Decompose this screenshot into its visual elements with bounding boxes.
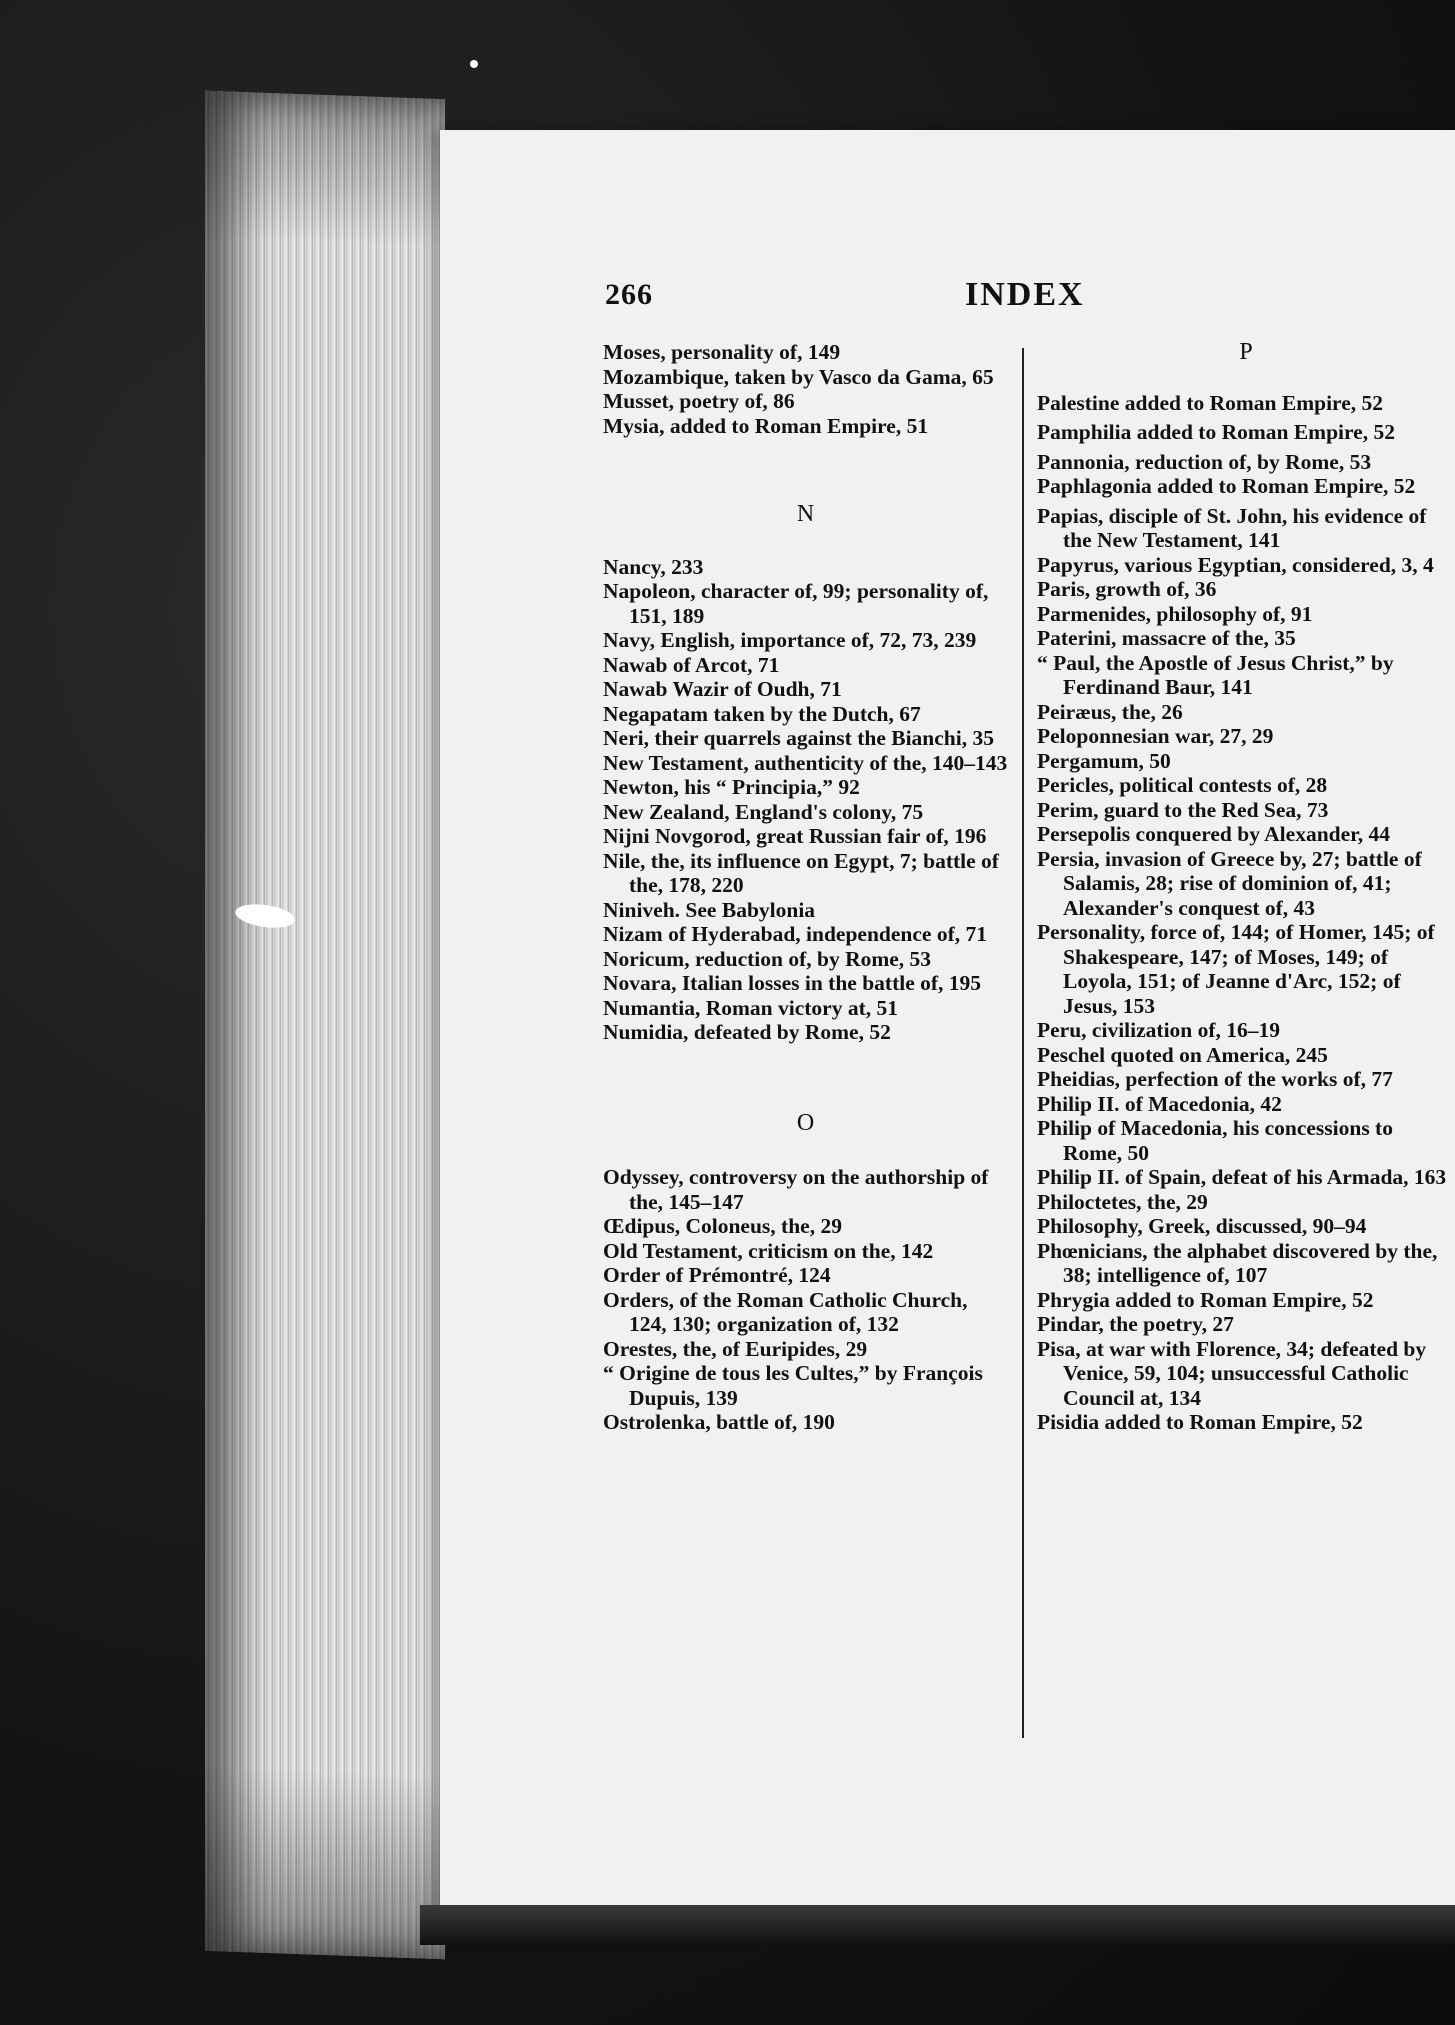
index-entry: Parmenides, philosophy of, 91 — [1037, 601, 1313, 626]
index-entry: “ Paul, the Apostle of Jesus Christ,” by Ferdinand Baur, 141 — [1037, 650, 1394, 699]
index-entry: Novara, Italian losses in the battle of, 195 — [603, 971, 982, 995]
index-entry: Negapatam taken by the Dutch, 67 — [603, 701, 921, 726]
column-divider — [1022, 348, 1024, 1738]
index-entry: Pergamum, 50 — [1037, 748, 1171, 773]
index-entry: Pannonia, reduction of, by Rome, 53 — [1037, 449, 1372, 474]
index-entry: Phœnicians, the alphabet discovered by the, 38; intelligence of, 107 — [1037, 1238, 1438, 1287]
section-letter-p: P — [1239, 339, 1253, 365]
index-entry: Nawab Wazir of Oudh, 71 — [603, 677, 842, 701]
page-number: 266 — [605, 278, 653, 311]
index-entry: Orestes, the, of Euripides, 29 — [603, 1336, 868, 1361]
index-entry: Œdipus, Coloneus, the, 29 — [603, 1214, 842, 1238]
running-head: INDEX — [965, 276, 1085, 313]
index-entry: Philip of Macedonia, his concessions to Rome, 50 — [1037, 1116, 1393, 1165]
index-entry: Mysia, added to Roman Empire, 51 — [603, 413, 929, 438]
index-entry: Perim, guard to the Red Sea, 73 — [1037, 797, 1329, 822]
index-entry: Nizam of Hyderabad, independence of, 71 — [603, 922, 988, 946]
index-entry: Napoleon, character of, 99; personality of, 151, 189 — [603, 579, 989, 628]
index-entry: Pericles, political contests of, 28 — [1037, 773, 1328, 797]
index-entry: Philip II. of Macedonia, 42 — [1037, 1091, 1282, 1116]
index-entry: Numantia, Roman victory at, 51 — [603, 995, 899, 1020]
index-entry: Nijni Novgorod, great Russian fair of, 196 — [603, 824, 987, 848]
index-entry: Palestine added to Roman Empire, 52 — [1037, 390, 1383, 415]
index-entry: Peloponnesian war, 27, 29 — [1037, 724, 1274, 748]
index-entry: Philoctetes, the, 29 — [1037, 1189, 1208, 1214]
page-header — [605, 278, 1455, 328]
index-entry: Navy, English, importance of, 72, 73, 239 — [603, 628, 977, 652]
section-letter-n: N — [796, 501, 815, 527]
index-entry: Pindar, the poetry, 27 — [1037, 1312, 1234, 1336]
index-column-left — [603, 340, 1008, 1435]
book-page-edges — [205, 91, 445, 1959]
index-entry: Order of Prémontré, 124 — [603, 1263, 831, 1287]
index-entry: Paris, growth of, 36 — [1037, 577, 1217, 601]
index-entry: Moses, personality of, 149 — [603, 340, 841, 364]
section-letter-o: O — [796, 1109, 815, 1136]
index-entry: Peru, civilization of, 16–19 — [1037, 1018, 1281, 1042]
index-entry: Pisidia added to Roman Empire, 52 — [1037, 1410, 1363, 1434]
index-entry: Noricum, reduction of, by Rome, 53 — [603, 946, 932, 971]
index-entry: Peschel quoted on America, 245 — [1037, 1042, 1328, 1067]
page-bottom-shadow — [420, 1905, 1455, 1945]
index-entry: Persepolis conquered by Alexander, 44 — [1037, 822, 1390, 846]
index-entry: Ostrolenka, battle of, 190 — [603, 1410, 835, 1434]
index-entry: Odyssey, controversy on the authorship of the, 145–147 — [603, 1165, 989, 1214]
index-entry: Numidia, defeated by Rome, 52 — [603, 1020, 891, 1044]
index-column-right — [1037, 340, 1455, 1435]
index-entry: Peiræus, the, 26 — [1037, 699, 1183, 724]
index-entry: Niniveh. See Babylonia — [603, 897, 816, 922]
index-entry: Neri, their quarrels against the Bianchi, 35 — [603, 726, 994, 750]
index-entry: New Zealand, England's colony, 75 — [603, 799, 924, 824]
index-entry: Nile, the, its influence on Egypt, 7; battle of the, 178, 220 — [603, 848, 999, 897]
index-entry: Philosophy, Greek, discussed, 90–94 — [1037, 1214, 1367, 1238]
index-entry: Paphlagonia added to Roman Empire, 52 — [1037, 474, 1416, 498]
index-entry: Nawab of Arcot, 71 — [603, 652, 780, 677]
dust-speck — [470, 60, 478, 68]
index-entry: Papyrus, various Egyptian, considered, 3, 4 — [1037, 552, 1434, 577]
index-entry: Paterini, massacre of the, 35 — [1037, 626, 1296, 650]
index-entry: Persia, invasion of Greece by, 27; battle of Salamis, 28; rise of dominion of, 41; Alexander's conquest of, 43 — [1037, 846, 1422, 920]
index-entry: Phrygia added to Roman Empire, 52 — [1037, 1287, 1374, 1312]
index-entry: New Testament, authenticity of the, 140–143 — [603, 750, 1008, 775]
index-entry: Philip II. of Spain, defeat of his Armada, 163 — [1037, 1165, 1447, 1189]
index-entry: Pamphilia added to Roman Empire, 52 — [1037, 420, 1395, 444]
index-entry: Personality, force of, 144; of Homer, 145; of Shakespeare, 147; of Moses, 149; of Loyola, 151; of Jeanne d'Arc, 152; of Jesus, 153 — [1037, 920, 1435, 1018]
index-entry: Mozambique, taken by Vasco da Gama, 65 — [603, 364, 994, 389]
index-entry: Old Testament, criticism on the, 142 — [603, 1238, 934, 1263]
index-entry: Newton, his “ Principia,” 92 — [603, 775, 860, 799]
index-entry: Orders, of the Roman Catholic Church, 124, 130; organization of, 132 — [603, 1287, 968, 1336]
index-entry: Nancy, 233 — [603, 554, 704, 579]
index-entry: Pisa, at war with Florence, 34; defeated by Venice, 59, 104; unsuccessful Catholic Council at, 134 — [1037, 1336, 1427, 1410]
index-entry: Papias, disciple of St. John, his evidence of the New Testament, 141 — [1037, 503, 1427, 552]
index-entry: Pheidias, perfection of the works of, 77 — [1037, 1067, 1393, 1091]
index-entry: Musset, poetry of, 86 — [603, 389, 795, 413]
index-entry: “ Origine de tous les Cultes,” by François Dupuis, 139 — [603, 1361, 983, 1410]
